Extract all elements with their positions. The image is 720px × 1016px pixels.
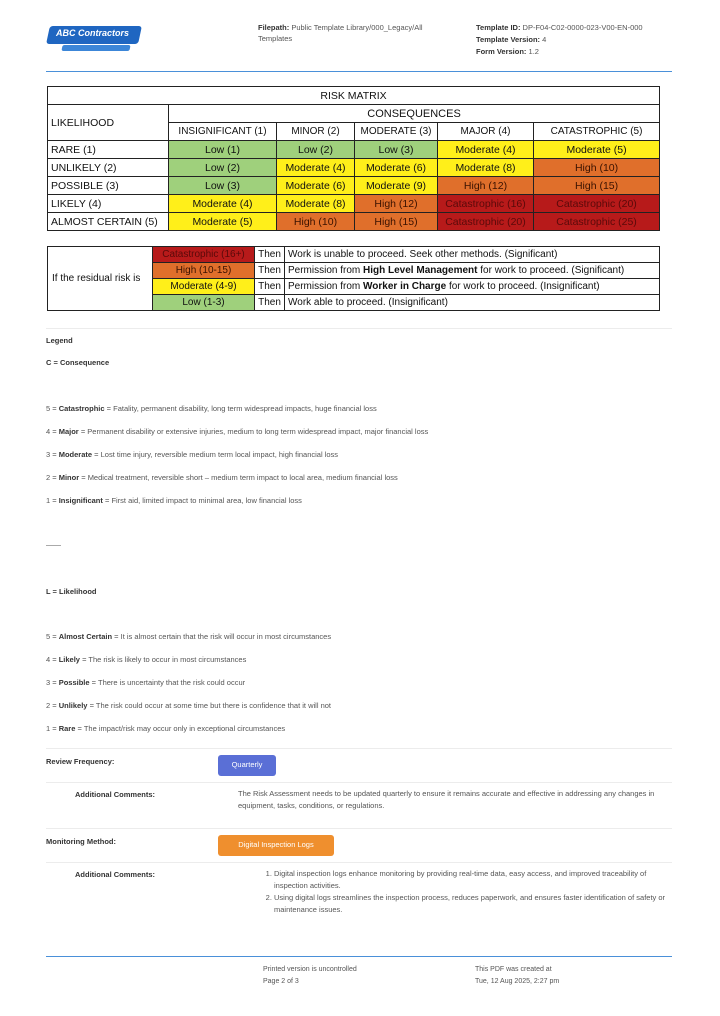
likelihood-label: RARE (1) xyxy=(48,141,169,159)
risk-cell: Moderate (5) xyxy=(534,141,660,159)
template-version: 4 xyxy=(542,35,547,44)
risk-cell: Moderate (6) xyxy=(355,159,438,177)
form-version: 1.2 xyxy=(528,47,539,56)
divider xyxy=(46,782,672,783)
legend-item: 2 = Unlikely = The risk could occur at some time but there is confidence that it will not xyxy=(46,701,332,710)
legend-item: 1 = Insignificant = First aid, limited impact to minimal area, low financial loss xyxy=(46,496,302,505)
likelihood-label: POSSIBLE (3) xyxy=(48,177,169,195)
risk-cell: High (12) xyxy=(438,177,534,195)
template-id: DP-F04-C02-0000-023-V00-EN-000 xyxy=(522,23,643,32)
review-comments-label: Additional Comments: xyxy=(75,790,155,799)
risk-cell: High (10) xyxy=(534,159,660,177)
likelihood-label: ALMOST CERTAIN (5) xyxy=(48,213,169,231)
risk-cell: Low (1) xyxy=(169,141,277,159)
residual-level: High (10-15) xyxy=(153,263,255,279)
then-cell: Then xyxy=(255,279,285,295)
legend-title: Legend xyxy=(46,336,73,345)
review-frequency-label: Review Frequency: xyxy=(46,757,115,766)
residual-action: Permission from High Level Management for work to proceed. (Significant) xyxy=(285,263,660,279)
risk-cell: High (10) xyxy=(277,213,355,231)
uncontrolled-notice: Printed version is uncontrolled xyxy=(263,966,357,973)
column-header: MAJOR (4) xyxy=(438,123,534,141)
risk-cell: Moderate (9) xyxy=(355,177,438,195)
created-notice: This PDF was created at xyxy=(475,966,552,973)
column-header: INSIGNIFICANT (1) xyxy=(169,123,277,141)
monitoring-comments-list xyxy=(262,868,676,916)
legend-item: 3 = Possible = There is uncertainty that the risk could occur xyxy=(46,678,246,687)
risk-cell: Catastrophic (20) xyxy=(534,195,660,213)
residual-risk-table xyxy=(47,246,660,311)
monitoring-comments-label: Additional Comments: xyxy=(75,870,155,879)
risk-cell: High (15) xyxy=(534,177,660,195)
legend-divider: —— xyxy=(46,540,61,549)
risk-cell: Moderate (6) xyxy=(277,177,355,195)
risk-cell: Moderate (4) xyxy=(277,159,355,177)
created-date: Tue, 12 Aug 2025, 2:27 pm xyxy=(475,978,560,985)
footer-right xyxy=(475,964,559,988)
page-header xyxy=(46,18,672,70)
legend-item: 5 = Catastrophic = Fatality, permanent disability, long term widespread impacts, huge financial loss xyxy=(46,404,377,413)
likelihood-label: LIKELY (4) xyxy=(48,195,169,213)
risk-cell: Catastrophic (20) xyxy=(438,213,534,231)
residual-action: Work able to proceed. (Insignificant) xyxy=(285,295,660,311)
review-frequency-badge: Quarterly xyxy=(218,755,276,776)
risk-cell: Low (3) xyxy=(355,141,438,159)
then-cell: Then xyxy=(255,247,285,263)
column-header: MINOR (2) xyxy=(277,123,355,141)
risk-matrix-title: RISK MATRIX xyxy=(48,87,660,105)
column-header: CATASTROPHIC (5) xyxy=(534,123,660,141)
risk-cell: Moderate (8) xyxy=(438,159,534,177)
review-comments: The Risk Assessment needs to be updated quarterly to ensure it remains accurate and effective in addressing any changes in equipment, tasks, conditions, or regulations. xyxy=(238,789,655,810)
risk-cell: High (15) xyxy=(355,213,438,231)
matrix-row xyxy=(48,159,660,177)
monitoring-method-badge: Digital Inspection Logs xyxy=(218,835,334,856)
legend-item: 4 = Major = Permanent disability or extensive injuries, medium to long term widespread impact, major financial loss xyxy=(46,427,429,436)
risk-cell: Moderate (8) xyxy=(277,195,355,213)
page-number: Page 2 of 3 xyxy=(263,978,299,985)
risk-matrix-table xyxy=(47,86,660,231)
column-header: MODERATE (3) xyxy=(355,123,438,141)
matrix-row xyxy=(48,195,660,213)
residual-action: Work is unable to proceed. Seek other methods. (Significant) xyxy=(285,247,660,263)
monitoring-method-label: Monitoring Method: xyxy=(46,837,116,846)
likelihood-heading: L = Likelihood xyxy=(46,587,97,596)
divider xyxy=(46,862,672,863)
residual-level: Moderate (4-9) xyxy=(153,279,255,295)
residual-row xyxy=(48,247,660,263)
list-item: 1. Digital inspection logs enhance monitoring by providing real-time data, easy access, and improved traceability of inspection activities. xyxy=(274,868,676,892)
risk-cell: Catastrophic (16) xyxy=(438,195,534,213)
risk-cell: Low (2) xyxy=(277,141,355,159)
divider xyxy=(46,748,672,749)
footer-left xyxy=(263,964,357,988)
risk-cell: Moderate (5) xyxy=(169,213,277,231)
risk-cell: Low (3) xyxy=(169,177,277,195)
likelihood-label: UNLIKELY (2) xyxy=(48,159,169,177)
risk-cell: High (12) xyxy=(355,195,438,213)
risk-cell: Moderate (4) xyxy=(438,141,534,159)
likelihood-header: LIKELIHOOD xyxy=(48,105,169,141)
residual-level: Catastrophic (16+) xyxy=(153,247,255,263)
residual-level: Low (1-3) xyxy=(153,295,255,311)
residual-action: Permission from Worker in Charge for work to proceed. (Insignificant) xyxy=(285,279,660,295)
header-rule xyxy=(46,71,672,72)
footer-rule xyxy=(46,956,672,957)
then-cell: Then xyxy=(255,295,285,311)
consequences-header: CONSEQUENCES xyxy=(169,105,660,123)
divider xyxy=(46,828,672,829)
legend-item: 5 = Almost Certain = It is almost certain that the risk will occur in most circumstances xyxy=(46,632,332,641)
consequence-heading: C = Consequence xyxy=(46,358,110,367)
then-cell: Then xyxy=(255,263,285,279)
residual-label: If the residual risk is xyxy=(48,247,153,311)
filepath: Filepath: Public Template Library/000_Legacy/All Templates xyxy=(258,23,423,43)
legend-item: 2 = Minor = Medical treatment, reversible short – medium term impact to local area, medium financial loss xyxy=(46,473,398,482)
matrix-row xyxy=(48,213,660,231)
company-logo xyxy=(48,26,140,52)
divider xyxy=(46,328,672,329)
matrix-row xyxy=(48,141,660,159)
risk-cell: Low (2) xyxy=(169,159,277,177)
legend-item: 3 = Moderate = Lost time injury, reversible medium term local impact, high financial loss xyxy=(46,450,339,459)
risk-cell: Catastrophic (25) xyxy=(534,213,660,231)
risk-cell: Moderate (4) xyxy=(169,195,277,213)
logo-text: ABC Contractors xyxy=(56,28,130,38)
matrix-row xyxy=(48,177,660,195)
legend-item: 4 = Likely = The risk is likely to occur in most circumstances xyxy=(46,655,247,664)
list-item: 2. Using digital logs streamlines the inspection process, reduces paperwork, and ensures faster identification of safety or maintenance issues. xyxy=(274,892,676,916)
template-meta: Template ID: DP-F04-C02-0000-023-V00-EN-000 Template Version: 4 Form Version: 1.2 xyxy=(476,23,643,56)
legend-item: 1 = Rare = The impact/risk may occur only in exceptional circumstances xyxy=(46,724,286,733)
